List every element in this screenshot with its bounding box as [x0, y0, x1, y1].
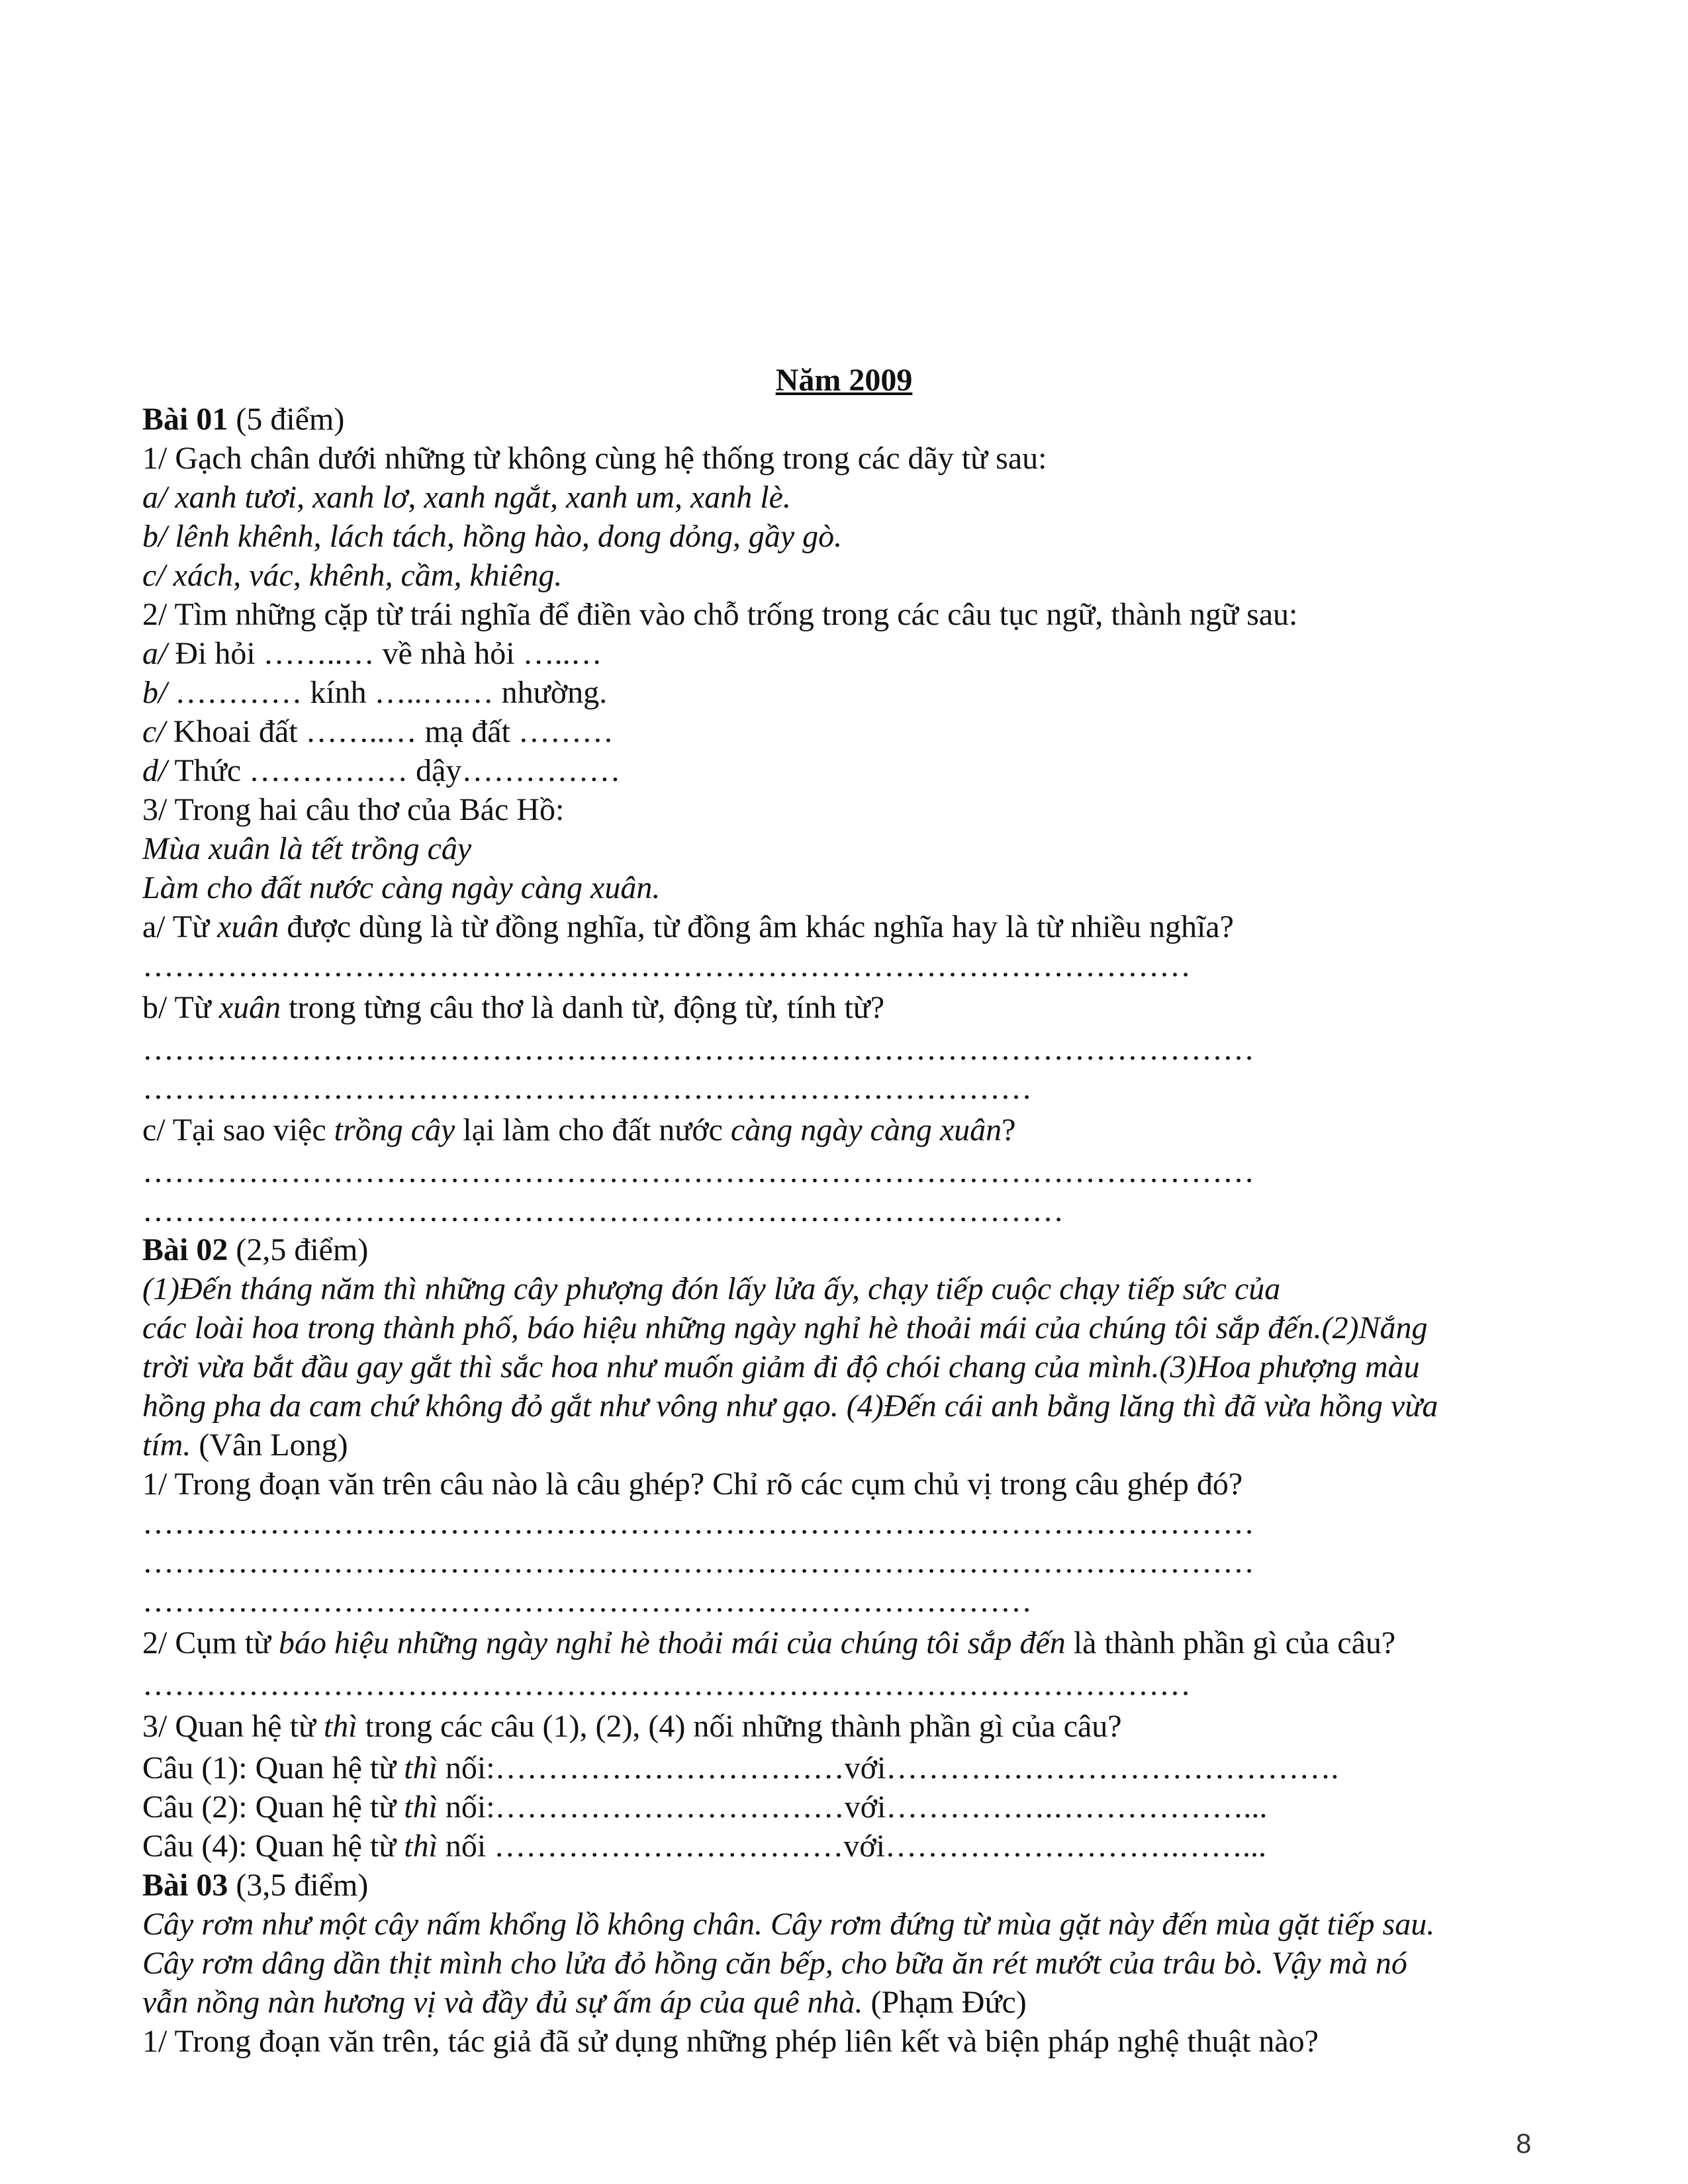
bai02-passage-line2: các loài hoa trong thành phố, báo hiệu những ngày nghỉ hè thoải mái của chúng tôi sắp đến.(2)Nắng	[142, 1310, 1428, 1345]
bai03-passage-end: vẫn nồng nàn hương vị và đầy đủ sự ấm áp của quê nhà.	[142, 1985, 863, 2020]
bai03-heading: Bài 03	[142, 1868, 228, 1903]
bai01-q2-a-label: a/	[142, 636, 167, 671]
bai02-q3-word: thì	[323, 1709, 357, 1744]
bai02-q1-answer-dots-3: …………………………………………………………………………	[142, 1584, 1032, 1619]
document-body	[142, 361, 1546, 2061]
bai01-q1-b: b/ lênh khênh, lách tách, hồng hào, dong dỏng, gầy gò.	[142, 519, 843, 554]
bai01-q3-a	[142, 907, 1546, 946]
bai01-q2-c-label: c/	[142, 714, 165, 749]
bai02-author: (Vân Long)	[191, 1428, 348, 1463]
bai03-q1: 1/ Trong đoạn văn trên, tác giả đã sử dụng những phép liên kết và biện pháp nghệ thuật nào?	[142, 2024, 1319, 2059]
bai01-q3-c-answer-dots-2: ……………………………………………………………………………	[142, 1193, 1064, 1228]
bai01-q2-b-text: ………… kính …..….… nhường.	[167, 675, 608, 710]
bai02-points: (2,5 điểm)	[236, 1232, 369, 1267]
bai01-q3-a-word: xuân	[217, 909, 279, 944]
bai02-passage-line1: (1)Đến tháng năm thì những cây phượng đón lấy lửa ấy, chạy tiếp cuộc chạy tiếp sức của	[142, 1271, 1281, 1306]
bai01-heading-line	[142, 400, 1546, 439]
bai01-q2-a	[142, 634, 1546, 673]
bai01-q1-c: c/ xách, vác, khênh, cầm, khiêng.	[142, 558, 563, 593]
bai01-q3-c-word1: trồng cây	[334, 1113, 455, 1148]
bai02-cau4-pre: Câu (4): Quan hệ từ	[142, 1829, 404, 1864]
bai02-cau1-pre: Câu (1): Quan hệ từ	[142, 1751, 404, 1786]
bai01-heading: Bài 01	[142, 402, 228, 437]
bai01-q3-c-word2: càng ngày càng xuân	[730, 1113, 1002, 1148]
bai01-poem-line1: Mùa xuân là tết trồng cây	[142, 831, 472, 866]
bai02-cau2-word: thì	[404, 1790, 438, 1825]
bai02-passage-end: tím.	[142, 1428, 191, 1463]
bai01-q3-b-post: trong từng câu thơ là danh từ, động từ, tính từ?	[281, 990, 885, 1025]
bai01-q3-b-pre: b/ Từ	[142, 990, 219, 1025]
bai02-q2-pre: 2/ Cụm từ	[142, 1625, 279, 1661]
bai01-q2-d	[142, 751, 1546, 790]
bai01-q3-a-post: được dùng là từ đồng nghĩa, từ đồng âm khác nghĩa hay là từ nhiều nghĩa?	[279, 909, 1234, 944]
bai02-q1-answer-dots-1: ……………………………………………………………………………………………	[142, 1506, 1254, 1541]
bai02-q3-post: trong các câu (1), (2), (4) nối những thành phần gì của câu?	[357, 1709, 1122, 1744]
bai03-author: (Phạm Đức)	[863, 1985, 1027, 2020]
document-title: Năm 2009	[775, 363, 913, 398]
bai02-q2-answer-dots: ………………………………………………………………………………………	[142, 1667, 1191, 1702]
bai01-q3-c-pre: c/ Tại sao việc	[142, 1113, 334, 1148]
bai03-passage-line3	[142, 1983, 1546, 2022]
bai01-q2-a-text: Đi hỏi ……..… về nhà hỏi …..…	[167, 636, 602, 671]
bai01-q3-b-answer-dots-1: ……………………………………………………………………………………………	[142, 1032, 1254, 1067]
bai01-q1-prompt: 1/ Gạch chân dưới những từ không cùng hệ thống trong các dãy từ sau:	[142, 441, 1047, 476]
bai01-q2-d-label: d/	[142, 753, 167, 788]
page-number: 8	[1516, 2128, 1532, 2159]
bai03-passage-line2: Cây rơm dâng dần thịt mình cho lửa đỏ hồng căn bếp, cho bữa ăn rét mướt của trâu bò. Vậy mà nó	[142, 1946, 1407, 1981]
bai03-points: (3,5 điểm)	[236, 1868, 369, 1903]
bai02-cau1	[142, 1749, 1546, 1788]
bai02-cau4-post: nối ……………………………với……………………….……...	[437, 1829, 1266, 1864]
bai01-q3-a-pre: a/ Từ	[142, 909, 218, 944]
bai02-cau4-word: thì	[404, 1829, 438, 1864]
bai02-cau2	[142, 1788, 1546, 1827]
bai01-q3-c-mid: lại làm cho đất nước	[455, 1113, 731, 1148]
bai02-q3	[142, 1704, 1546, 1749]
bai02-cau2-post: nối:……………………………với…………….………………...	[437, 1790, 1268, 1825]
bai01-q3-c-answer-dots-1: ……………………………………………………………………………………………	[142, 1154, 1254, 1189]
bai02-q3-pre: 3/ Quan hệ từ	[142, 1709, 324, 1744]
bai01-q3-b-word: xuân	[218, 990, 281, 1025]
bai02-cau2-pre: Câu (2): Quan hệ từ	[142, 1790, 404, 1825]
bai02-q2-phrase: báo hiệu những ngày nghỉ hè thoải mái của chúng tôi sắp đến	[279, 1625, 1066, 1661]
bai02-q1-answer-dots-2: ……………………………………………………………………………………………	[142, 1545, 1254, 1580]
bai01-q3-b	[142, 985, 1546, 1030]
bai01-q3-a-answer-dots: ………………………………………………………………………………………	[142, 948, 1191, 983]
bai01-points: (5 điểm)	[236, 402, 345, 437]
bai01-q2-b	[142, 673, 1546, 712]
bai02-heading-line	[142, 1230, 1546, 1269]
document-title-line	[142, 361, 1546, 400]
bai01-q2-c-text: Khoai đất ……..… mạ đất ………	[165, 714, 614, 749]
bai01-q2-d-text: Thức …………… dậy……………	[167, 753, 621, 788]
bai02-heading: Bài 02	[142, 1232, 228, 1267]
bai01-poem-line2: Làm cho đất nước càng ngày càng xuân.	[142, 870, 661, 905]
bai01-q3-c	[142, 1108, 1546, 1152]
bai01-q3-prompt: 3/ Trong hai câu thơ của Bác Hồ:	[142, 792, 565, 827]
bai02-q2	[142, 1621, 1546, 1665]
bai03-passage-line1: Cây rơm như một cây nấm khổng lồ không chân. Cây rơm đứng từ mùa gặt này đến mùa gặt tiếp sau.	[142, 1907, 1435, 1942]
bai02-passage-line5	[142, 1426, 1546, 1465]
bai02-q2-post: là thành phần gì của câu?	[1065, 1625, 1396, 1661]
bai02-q1: 1/ Trong đoạn văn trên câu nào là câu ghép? Chỉ rõ các cụm chủ vị trong câu ghép đó?	[142, 1467, 1243, 1502]
bai01-q2-prompt: 2/ Tìm những cặp từ trái nghĩa để điền vào chỗ trống trong các câu tục ngữ, thành ngữ sau:	[142, 597, 1298, 632]
bai01-q2-c	[142, 712, 1546, 751]
bai01-q1-a: a/ xanh tươi, xanh lơ, xanh ngắt, xanh um, xanh lè.	[142, 480, 791, 515]
bai02-passage-line4: hồng pha da cam chứ không đỏ gắt như vông như gạo. (4)Đến cái anh bằng lăng thì đã vừa hồng vừa	[142, 1388, 1438, 1424]
bai03-heading-line	[142, 1866, 1546, 1905]
bai02-cau1-word: thì	[404, 1751, 438, 1786]
bai01-q3-b-answer-dots-2: …………………………………………………………………………	[142, 1071, 1032, 1106]
bai02-cau1-post: nối:……………………………với…………………………………….	[437, 1751, 1339, 1786]
bai02-cau4	[142, 1827, 1546, 1866]
bai01-q3-c-post: ?	[1002, 1113, 1016, 1148]
bai02-passage-line3: trời vừa bắt đầu gay gắt thì sắc hoa như muốn giảm đi độ chói chang của mình.(3)Hoa phượng màu	[142, 1349, 1420, 1385]
bai01-q2-b-label: b/	[142, 675, 167, 710]
